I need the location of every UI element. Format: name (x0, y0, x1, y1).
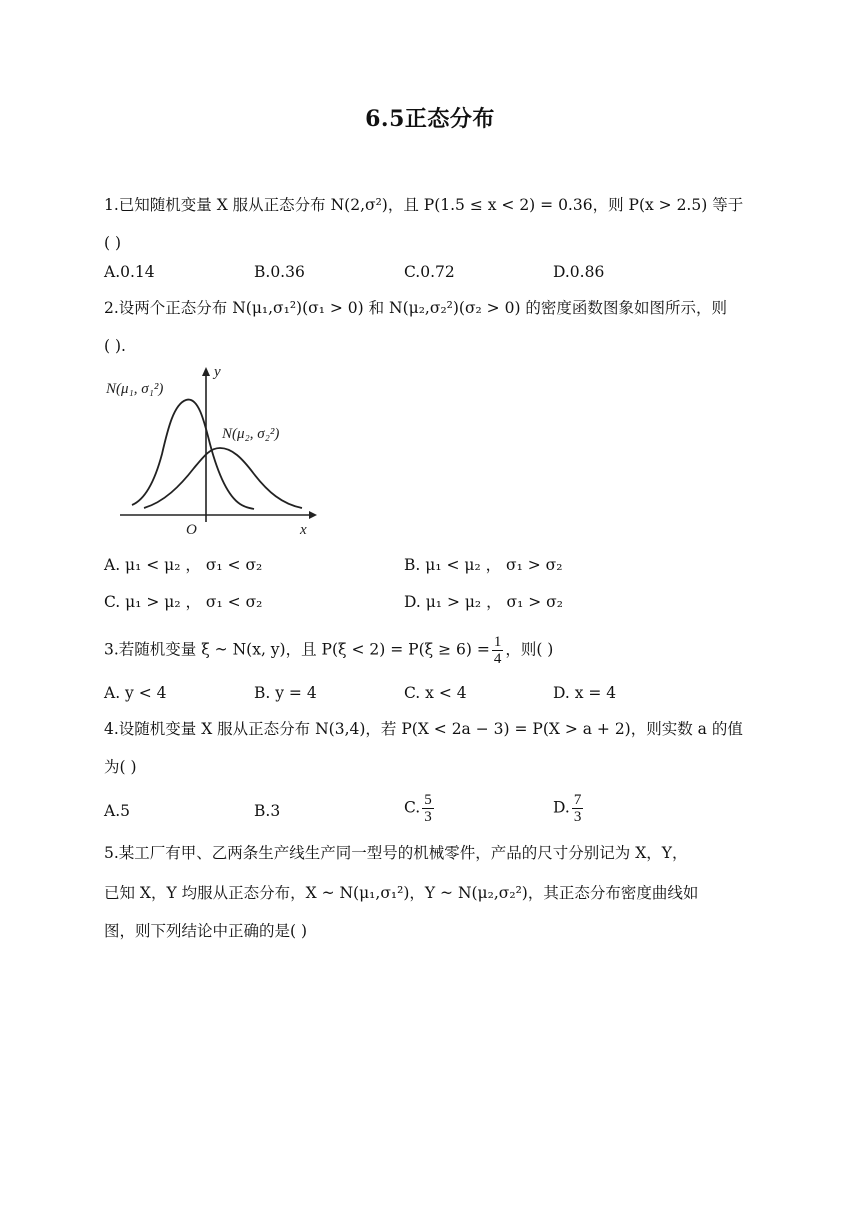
question-4-stem-cont: 为( ) (104, 758, 137, 776)
q1-option-d: D.0.86 (553, 263, 605, 281)
q3-fraction (492, 634, 504, 667)
q3-option-d: D. x = 4 (553, 684, 617, 702)
q1-option-b: B.0.36 (254, 263, 305, 281)
x-axis-arrow (309, 511, 317, 519)
q4-c-den: 3 (424, 809, 432, 825)
origin-label: O (186, 522, 197, 538)
question-1-paren: ( ) (104, 234, 122, 252)
q3-option-b: B. y = 4 (254, 684, 317, 702)
q4-option-a: A.5 (104, 802, 130, 820)
q2-option-c: C. μ₁ > μ₂ ， σ₁ < σ₂ (104, 593, 263, 611)
y-axis-arrow (202, 367, 210, 376)
q4-option-d-fraction (572, 792, 584, 825)
q4-option-b: B.3 (254, 802, 281, 820)
page-title: 6.5正态分布 (365, 106, 495, 132)
q3-frac-den: 4 (493, 651, 502, 667)
q3-frac-num: 1 (493, 634, 502, 650)
q2-option-d: D. μ₁ > μ₂ ， σ₁ > σ₂ (404, 593, 563, 611)
question-5-line3: 图，则下列结论中正确的是( ) (104, 922, 308, 940)
question-2-paren: ( ). (104, 337, 126, 355)
q4-d-den: 3 (573, 809, 582, 825)
question-5-line1: 5.某工厂有甲、乙两条生产线生产同一型号的机械零件，产品的尺寸分别记为 X，Y， (104, 844, 688, 862)
q4-c-num: 5 (424, 792, 432, 808)
x-axis-label: x (300, 522, 307, 538)
q1-option-a: A.0.14 (104, 263, 155, 281)
q3-option-c: C. x < 4 (404, 684, 467, 702)
q2-option-b: B. μ₁ < μ₂ ， σ₁ > σ₂ (404, 556, 563, 574)
question-3-stem (104, 634, 764, 667)
curve-2 (144, 448, 302, 508)
q3-stem-after: ，则( ) (505, 640, 554, 659)
q4-option-c-prefix: C. (404, 798, 421, 817)
y-axis-label: y (214, 364, 221, 380)
q4-option-d (553, 792, 585, 825)
question-2-stem: 2.设两个正态分布 N(μ₁,σ₁²)(σ₁ > 0) 和 N(μ₂,σ₂²)(σ₂ > 0) 的密度函数图象如图所示，则 (104, 299, 727, 317)
curve-2-label: N(μ₂, σ₂²) (222, 426, 280, 442)
question-1-stem: 1.已知随机变量 X 服从正态分布 N(2,σ²)，且 P(1.5 ≤ x < 2) = 0.36，则 P(x > 2.5) 等于 (104, 196, 744, 214)
normal-curves-svg (104, 362, 324, 540)
question-5-line2: 已知 X，Y 均服从正态分布，X ~ N(μ₁,σ₁²)，Y ~ N(μ₂,σ₂²)，其正态分布密度曲线如 (104, 884, 699, 902)
q4-d-num: 7 (573, 792, 582, 808)
curve-1-label: N(μ₁, σ₁²) (106, 381, 164, 397)
q4-option-c (404, 792, 436, 825)
q4-option-c-fraction (422, 792, 434, 825)
q3-stem-before: 3.若随机变量 ξ ~ N(x, y)，且 P(ξ < 2) = P(ξ ≥ 6) = (104, 640, 490, 659)
q1-option-c: C.0.72 (404, 263, 455, 281)
q4-option-d-prefix: D. (553, 798, 570, 817)
normal-curves-figure (104, 362, 324, 540)
q2-option-a: A. μ₁ < μ₂ ， σ₁ < σ₂ (104, 556, 263, 574)
question-4-stem: 4.设随机变量 X 服从正态分布 N(3,4)，若 P(X < 2a − 3) = P(X > a + 2)，则实数 a 的值 (104, 720, 743, 738)
q3-option-a: A. y < 4 (104, 684, 167, 702)
